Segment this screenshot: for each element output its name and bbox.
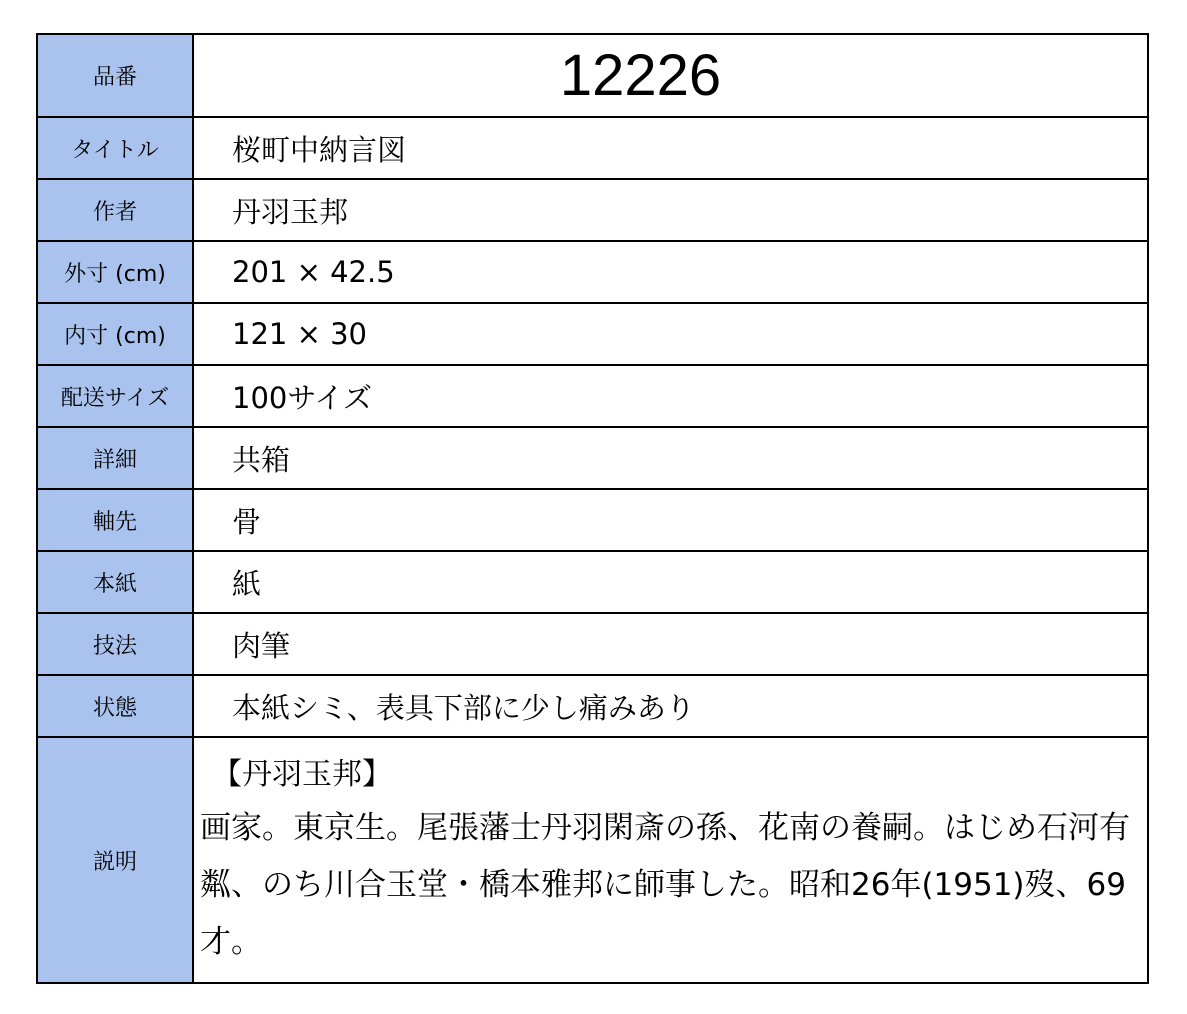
artist-row [38,178,1147,240]
base-material-label: 本紙 [38,552,194,612]
item-number-value: 12226 [559,43,722,108]
item-number-label: 品番 [38,35,194,116]
description-label: 説明 [38,738,194,982]
title-value: 桜町中納言図 [232,132,407,167]
title-label: タイトル [38,118,194,178]
technique-row [38,612,1147,674]
artist-value: 丹羽玉邦 [232,194,349,229]
details-value: 共箱 [232,442,291,477]
shipping-size-row [38,364,1147,426]
description-heading: 【丹羽玉邦】 [212,757,392,792]
description-row [38,736,1147,982]
shipping-size-value: 100サイズ [232,380,373,415]
base-material-row [38,550,1147,612]
details-row [38,426,1147,488]
outer-size-value: 201 × 42.5 [232,255,395,289]
roller-end-row [38,488,1147,550]
technique-label: 技法 [38,614,194,674]
inner-size-label: 内寸 (cm) [38,304,194,364]
outer-size-row [38,240,1147,302]
inner-size-row [38,302,1147,364]
inner-size-value: 121 × 30 [232,317,367,351]
condition-label: 状態 [38,676,194,736]
description-value [194,738,1147,982]
item-number-row [38,35,1147,116]
item-spec-table [36,33,1149,984]
roller-end-value: 骨 [232,504,262,539]
artist-label: 作者 [38,180,194,240]
roller-end-label: 軸先 [38,490,194,550]
base-material-value: 紙 [232,566,262,601]
outer-size-label: 外寸 (cm) [38,242,194,302]
condition-value: 本紙シミ、表具下部に少し痛みあり [232,690,695,725]
details-label: 詳細 [38,428,194,488]
title-row [38,116,1147,178]
technique-value: 肉筆 [232,628,291,663]
description-body: 画家。東京生。尾張藩士丹羽閑斎の孫、花南の養嗣。はじめ石河有粼、のち川合玉堂・橋本雅邦に師事した。昭和26年(1951)歿、69才。 [200,810,1130,960]
shipping-size-label: 配送サイズ [38,366,194,426]
condition-row [38,674,1147,736]
